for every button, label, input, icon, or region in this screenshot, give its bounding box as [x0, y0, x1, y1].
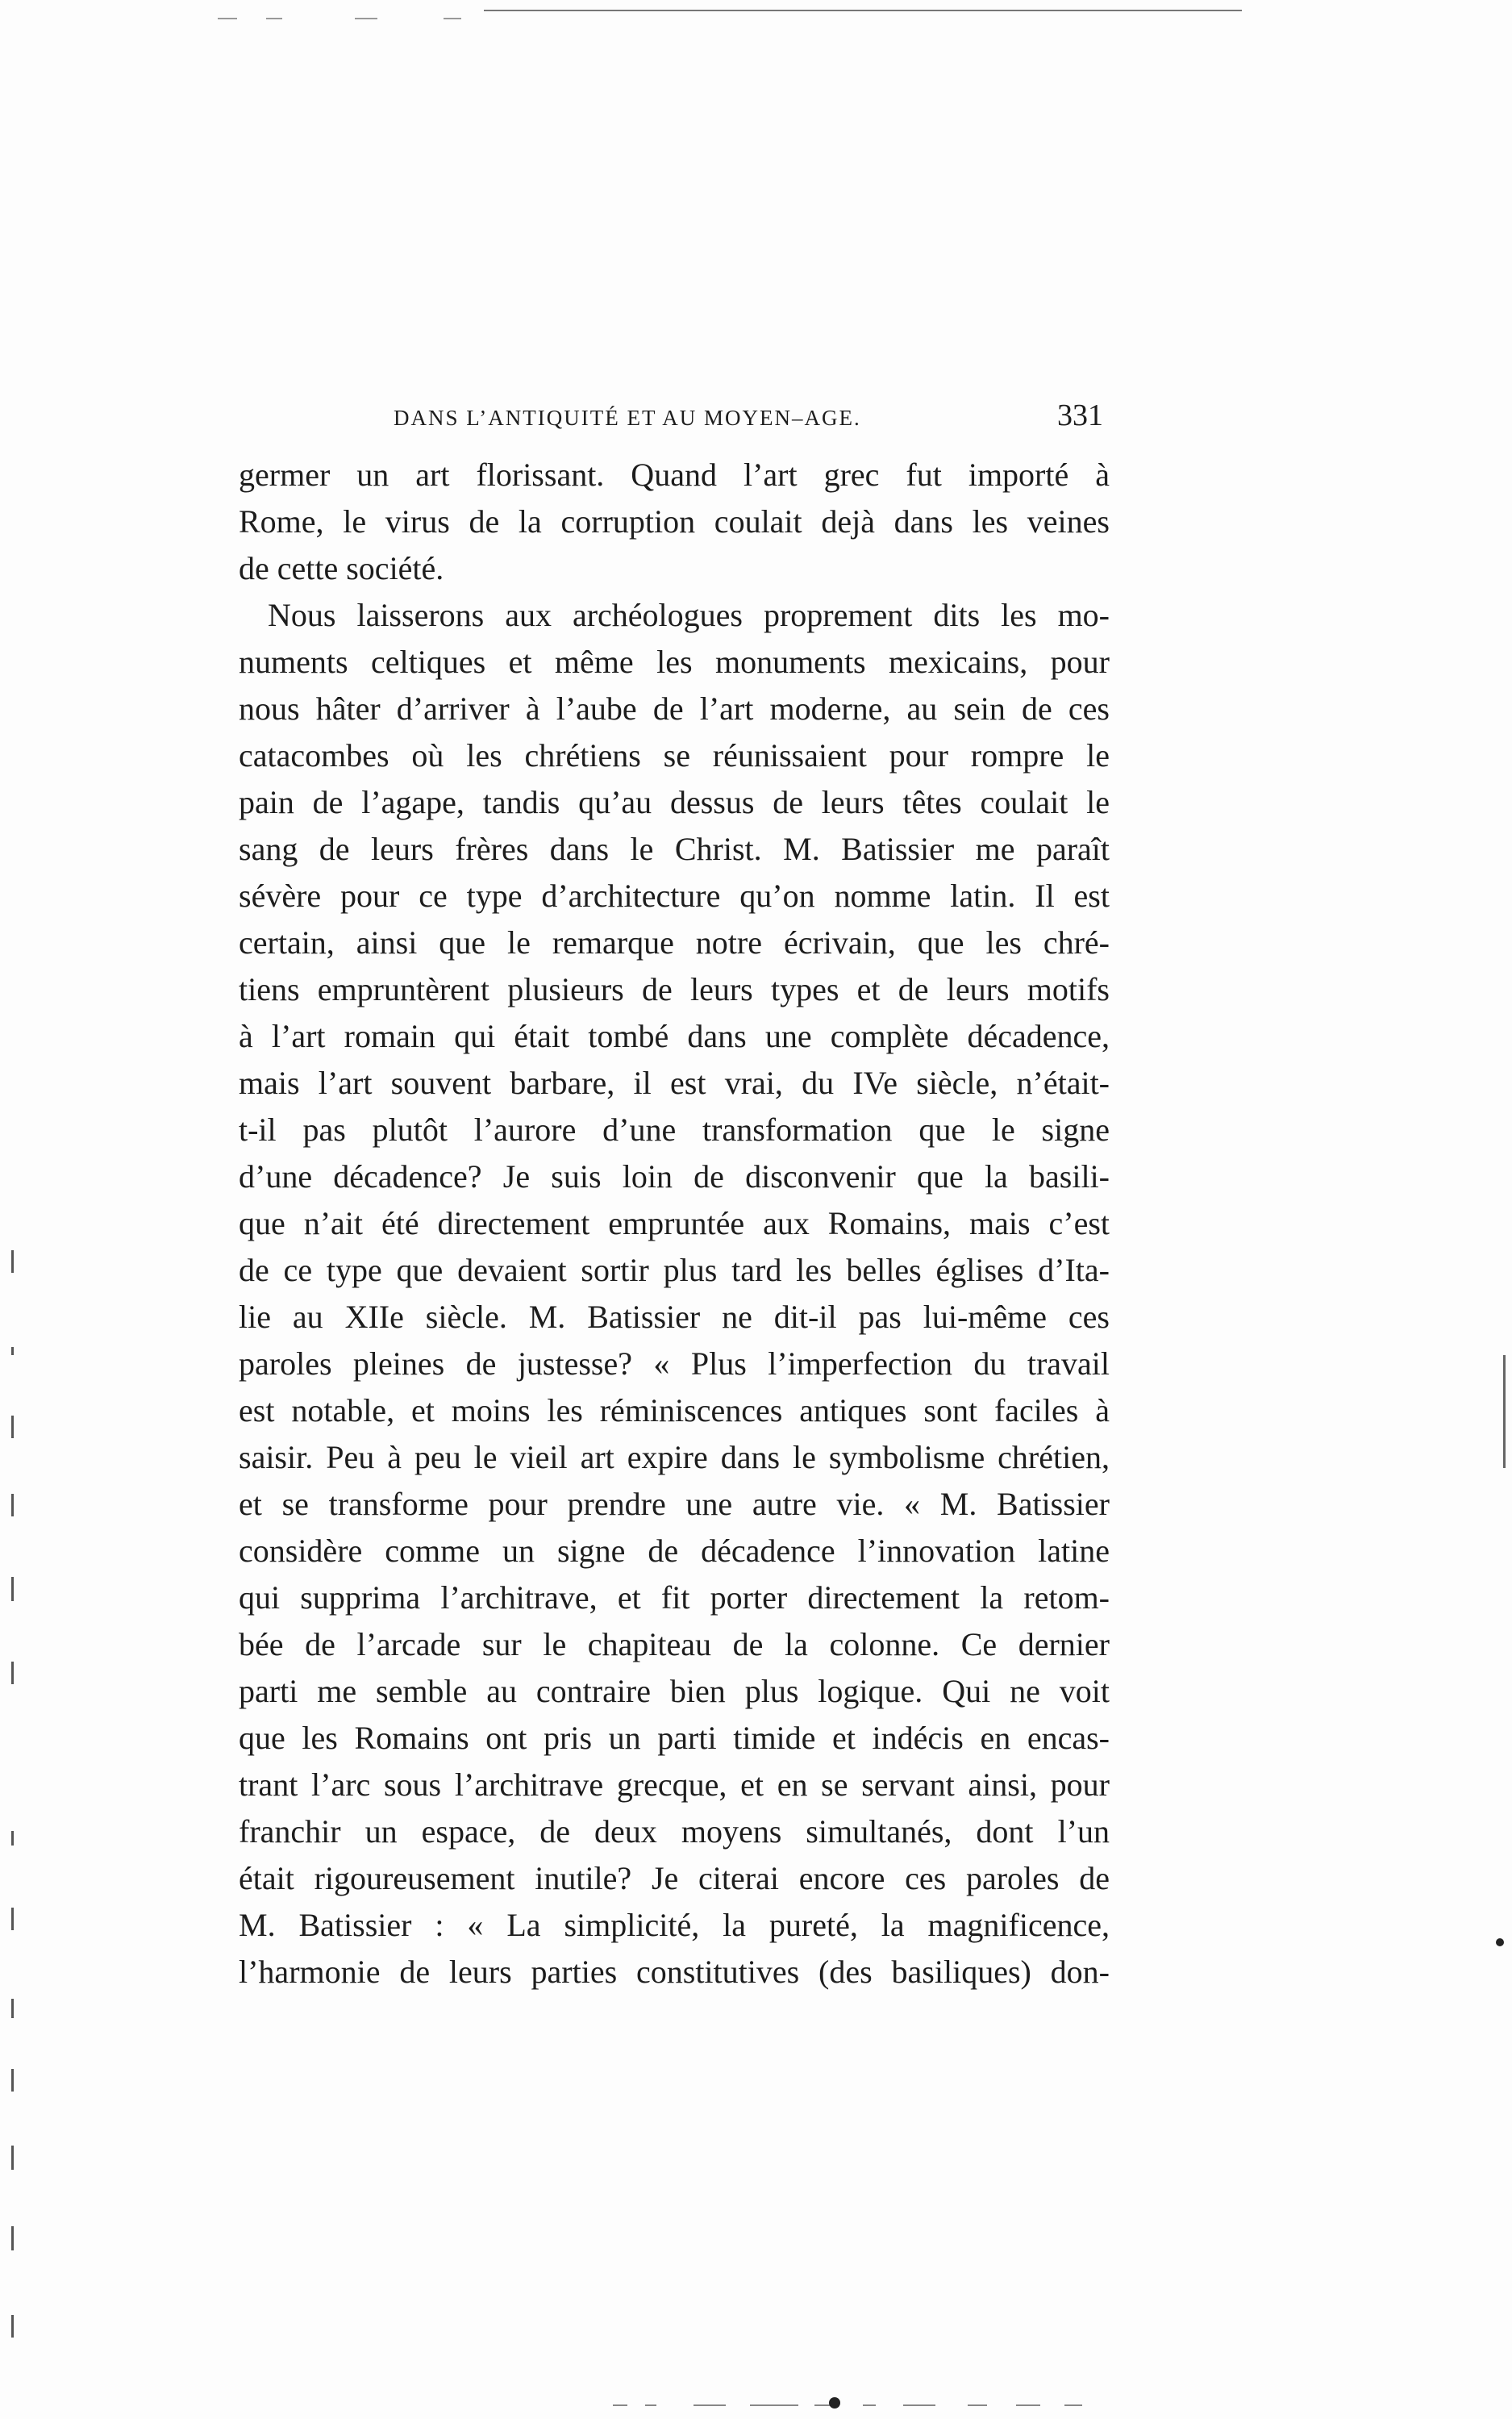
scan-margin-mark: [11, 2226, 14, 2250]
scan-margin-mark: [11, 1347, 14, 1355]
scan-margin-mark: [11, 1831, 14, 1846]
scan-margin-mark: [11, 2146, 14, 2170]
text-line: paroles pleines de justesse? « Plus l’imperfection du travail: [239, 1345, 1110, 1382]
text-line: parti me semble au contraire bien plus logique. Qui ne voit: [239, 1673, 1110, 1709]
scan-margin-mark: [11, 1416, 14, 1438]
text-line: germer un art florissant. Quand l’art grec fut importé à: [239, 457, 1110, 493]
scan-margin-mark: [11, 2315, 14, 2338]
bottom-edge-dash: [863, 2404, 876, 2406]
bottom-edge-dash: [968, 2404, 987, 2406]
top-edge-dash: [355, 18, 377, 19]
scan-margin-mark: [11, 1494, 14, 1516]
scan-margin-mark: [11, 1250, 14, 1273]
scan-margin-mark: [11, 1908, 14, 1930]
scan-speck: [829, 2397, 840, 2409]
text-line: que les Romains ont pris un parti timide et indécis en encas-: [239, 1720, 1110, 1756]
text-line: trant l’arc sous l’architrave grecque, et en se servant ainsi, pour: [239, 1766, 1110, 1803]
text-line: à l’art romain qui était tombé dans une complète décadence,: [239, 1018, 1110, 1054]
text-line: pain de l’agape, tandis qu’au dessus de leurs têtes coulait le: [239, 784, 1110, 820]
page-header: [394, 398, 1103, 438]
text-line: considère comme un signe de décadence l’innovation latine: [239, 1533, 1110, 1569]
bottom-edge-dash: [694, 2404, 726, 2406]
top-edge-dash: [266, 18, 282, 19]
scan-margin-mark: [11, 1999, 14, 2018]
scan-margin-mark: [11, 1577, 14, 1601]
bottom-edge-dash: [750, 2404, 798, 2406]
body-text: [239, 452, 1110, 1996]
text-line: l’harmonie de leurs parties constitutives (des basiliques) don-: [239, 1954, 1110, 1990]
scan-edge-mark: [1503, 1355, 1506, 1468]
bottom-edge-dash: [1064, 2404, 1082, 2406]
top-edge-dash: [218, 18, 237, 19]
text-line: de ce type que devaient sortir plus tard les belles églises d’Ita-: [239, 1252, 1110, 1288]
text-line: saisir. Peu à peu le vieil art expire dans le symbolisme chrétien,: [239, 1439, 1110, 1475]
text-line: sang de leurs frères dans le Christ. M. Batissier me paraît: [239, 831, 1110, 867]
bottom-edge-dash: [1016, 2404, 1040, 2406]
text-line: tiens empruntèrent plusieurs de leurs types et de leurs motifs: [239, 971, 1110, 1007]
text-line: de cette société.: [239, 550, 444, 586]
text-line: lie au XIIe siècle. M. Batissier ne dit-il pas lui-même ces: [239, 1299, 1110, 1335]
text-line: numents celtiques et même les monuments mexicains, pour: [239, 644, 1110, 680]
bottom-edge-dash: [613, 2404, 627, 2406]
bottom-edge-dash: [645, 2404, 656, 2406]
text-line: que n’ait été directement empruntée aux Romains, mais c’est: [239, 1205, 1110, 1241]
scan-speck: [1496, 1938, 1504, 1946]
text-line: d’une décadence? Je suis loin de disconvenir que la basili-: [239, 1158, 1110, 1195]
text-line: M. Batissier : « La simplicité, la pureté, la magnificence,: [239, 1907, 1110, 1943]
text-line: mais l’art souvent barbare, il est vrai, du IVe siècle, n’était-: [239, 1065, 1110, 1101]
text-line: franchir un espace, de deux moyens simultanés, dont l’un: [239, 1813, 1110, 1850]
text-line: catacombes où les chrétiens se réunissaient pour rompre le: [239, 737, 1110, 774]
bottom-edge-dash: [903, 2404, 935, 2406]
text-line: bée de l’arcade sur le chapiteau de la colonne. Ce dernier: [239, 1626, 1110, 1662]
running-head: DANS L’ANTIQUITÉ ET AU MOYEN–AGE.: [394, 406, 861, 430]
scan-margin-mark: [11, 1662, 14, 1684]
top-edge-rule: [484, 10, 1242, 11]
text-line: qui supprima l’architrave, et fit porter directement la retom-: [239, 1579, 1110, 1616]
text-line: est notable, et moins les réminiscences antiques sont faciles à: [239, 1392, 1110, 1428]
text-line: t-il pas plutôt l’aurore d’une transformation que le signe: [239, 1111, 1110, 1148]
text-line: était rigoureusement inutile? Je citerai encore ces paroles de: [239, 1860, 1110, 1896]
page-number: 331: [1057, 398, 1103, 432]
text-line: et se transforme pour prendre une autre vie. « M. Batissier: [239, 1486, 1110, 1522]
scan-margin-mark: [11, 2069, 14, 2092]
text-line: sévère pour ce type d’architecture qu’on nomme latin. Il est: [239, 878, 1110, 914]
text-line: certain, ainsi que le remarque notre écrivain, que les chré-: [239, 924, 1110, 961]
top-edge-dash: [444, 18, 461, 19]
text-line: Nous laisserons aux archéologues proprement dits les mo-: [268, 597, 1110, 633]
text-line: Rome, le virus de la corruption coulait dejà dans les veines: [239, 503, 1110, 540]
text-line: nous hâter d’arriver à l’aube de l’art moderne, au sein de ces: [239, 690, 1110, 727]
